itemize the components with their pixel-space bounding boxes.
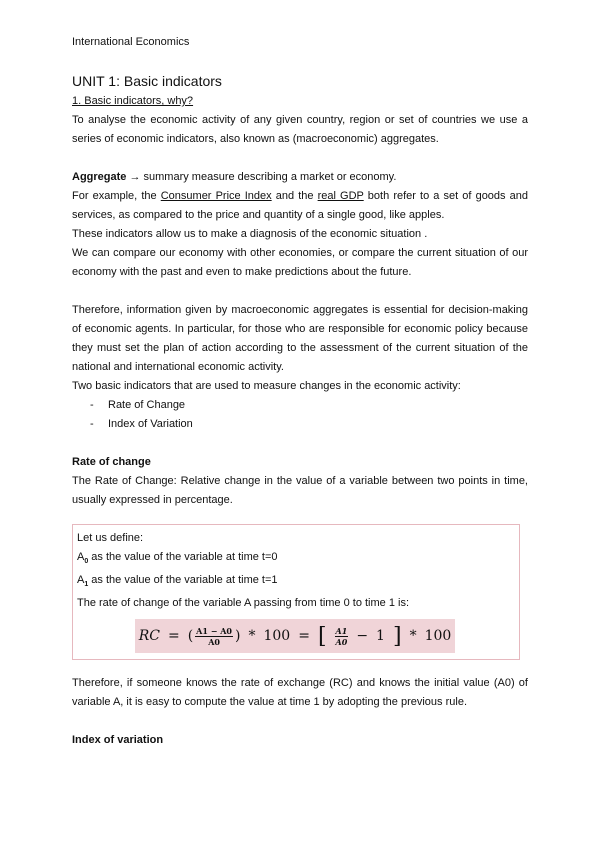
section-title: 1. Basic indicators, why? bbox=[72, 95, 194, 107]
box-line: The rate of change of the variable A passing from time 0 to time 1 is: bbox=[77, 597, 410, 610]
list-item: - Index of Variation bbox=[90, 418, 193, 430]
rate-heading: Rate of change bbox=[72, 456, 151, 468]
formula-number: 100 bbox=[424, 627, 452, 644]
formula-lhs: RC bbox=[138, 627, 160, 644]
formula-minus: − bbox=[356, 627, 369, 644]
aggregate-example bbox=[72, 187, 528, 225]
a0-symbol: A bbox=[77, 551, 85, 563]
a0-text: as the value of the variable at time t=0 bbox=[88, 551, 278, 563]
list-item: - Rate of Change bbox=[90, 399, 186, 411]
aggregate-definition-text: → summary measure describing a market or economy. bbox=[126, 171, 397, 183]
box-a1-line bbox=[77, 571, 513, 594]
rate-definition: The Rate of Change: Relative change in the value of a variable between two points in time, usually expressed in percentage. bbox=[72, 475, 528, 506]
a0-subscript: 0 bbox=[84, 558, 89, 566]
list-item-label: Rate of Change bbox=[108, 399, 186, 411]
formula-times: * bbox=[248, 627, 256, 644]
aggregate-term: Aggregate bbox=[72, 171, 127, 183]
two-indicators-line: Two basic indicators that are used to measure changes in the economic activity: bbox=[72, 380, 461, 392]
indicator-list bbox=[72, 396, 528, 434]
therefore-rc-paragraph: Therefore, if someone knows the rate of exchange (RC) and knows the initial value (A0) of variable A, it is easy to compute the value at time 1 by adopting the previous rule. bbox=[72, 677, 528, 709]
therefore-paragraph: Therefore, information given by macroeconomic aggregates is essential for decision-making of economic agents. In particular, for those who are responsible for economic policy because they must set the plan of action according to the assessment of the current situation of the national and international economic activity. bbox=[72, 304, 528, 373]
definition-box bbox=[72, 524, 520, 660]
aggregate-definition bbox=[72, 168, 528, 187]
formula-number: 1 bbox=[376, 627, 385, 644]
example-text: and the bbox=[271, 190, 318, 202]
formula-fraction bbox=[195, 626, 233, 647]
document-body bbox=[72, 72, 528, 750]
formula-equals: = bbox=[298, 627, 310, 644]
fraction-denominator: A0 bbox=[335, 636, 348, 647]
a1-subscript: 1 bbox=[84, 581, 89, 589]
real-gdp-link[interactable]: real GDP bbox=[317, 190, 364, 202]
index-heading: Index of variation bbox=[72, 734, 164, 747]
list-item-label: Index of Variation bbox=[108, 418, 193, 430]
box-line: Let us define: bbox=[77, 532, 144, 544]
formula-equals: = bbox=[167, 627, 180, 644]
fraction-numerator: A1 bbox=[335, 625, 348, 636]
formula-paren: ( bbox=[187, 627, 194, 644]
formula-bracket: [ bbox=[317, 623, 327, 649]
formula-number: 100 bbox=[263, 627, 291, 644]
formula-paren: ) bbox=[235, 627, 241, 644]
formula-bracket: ] bbox=[392, 623, 402, 649]
unit-title: UNIT 1: Basic indicators bbox=[72, 73, 222, 89]
fraction-numerator: A1 − A0 bbox=[196, 625, 232, 636]
diagnosis-line: These indicators allow us to make a diagnosis of the economic situation . bbox=[72, 228, 428, 240]
cpi-link[interactable]: Consumer Price Index bbox=[160, 190, 272, 202]
running-header: International Economics bbox=[72, 36, 190, 48]
example-text: both refer to a set of goods and services, as compared to the price and quantity of a single good, like apples. bbox=[72, 190, 528, 221]
compare-line: We can compare our economy with other economies, or compare the current situation of our economy with the past and even to make predictions about the future. bbox=[72, 247, 528, 278]
intro-paragraph: To analyse the economic activity of any given country, region or set of countries we use a series of economic indicators, also known as (macroeconomic) aggregates. bbox=[72, 114, 528, 145]
box-a0-line bbox=[77, 548, 513, 571]
formula-times: * bbox=[409, 627, 417, 644]
fraction-denominator: A0 bbox=[208, 636, 220, 647]
a1-symbol: A bbox=[77, 574, 85, 587]
rate-of-change-formula bbox=[135, 619, 456, 653]
formula-fraction bbox=[335, 626, 349, 647]
example-text: For example, the bbox=[72, 190, 161, 202]
a1-text: as the value of the variable at time t=1 bbox=[88, 574, 278, 587]
